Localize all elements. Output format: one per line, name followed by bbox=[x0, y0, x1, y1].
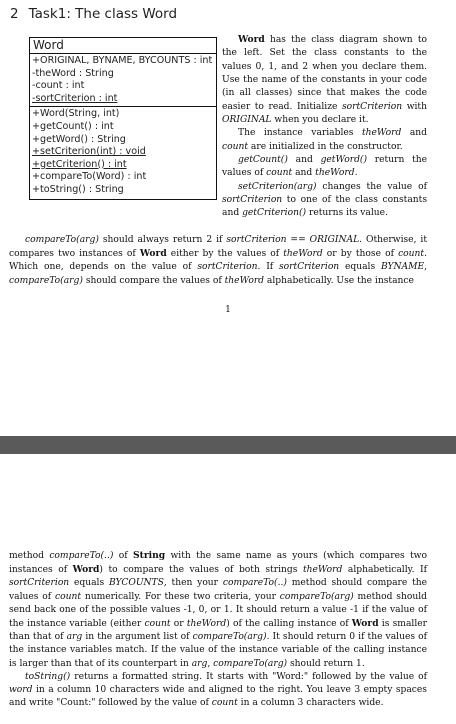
uml-operation: +getCount() : int bbox=[32, 120, 114, 132]
class-description bbox=[222, 33, 427, 221]
uml-operation: +toString() : String bbox=[32, 183, 124, 195]
uml-attribute: -sortCriterion : int bbox=[32, 92, 118, 104]
page-number: 1 bbox=[225, 305, 231, 315]
paragraph-compareto-continued: method compareTo(..) of String with the same name as yours (which compares two instances of Word) to compare the values of both strings theWord alphabetically. If sortCriterion equals BYCOUNTS, then your compareTo(..) method should compare the values of count numerically. For these two criteria, your compareTo(arg) method should send back one of the possible values -1, 0, or 1. It should return a value -1 if the value of the instance variable (either count or theWord) of the calling instance of Word is smaller than that of arg in the argument list of compareTo(arg). It should return 0 if the values of the instance variables match. If the value of the instance variable of the calling instance is larger than that of its counterpart in arg, compareTo(arg) should return 1. toString() returns a formatted string. It starts with "Word:" followed by the value of word in a column 10 characters wide and aligned to the right. You leave 3 empty spaces and write "Count:" followed by the value of count in a column 3 characters wide. bbox=[9, 549, 427, 710]
uml-operation: +Word(String, int) bbox=[32, 108, 120, 120]
uml-operation: +compareTo(Word) : int bbox=[32, 171, 147, 183]
paragraph-constants: Word has the class diagram shown to the left. Set the class constants to the values 0, 1, and 2 when you declare them. Use the name of the constants in your code (in all classes) since that makes the code easier to read. Initialize sortCriterion with ORIGINAL when you declare it. bbox=[222, 34, 427, 126]
uml-operation: +setCriterion(int) : void bbox=[32, 146, 146, 158]
uml-operations bbox=[30, 107, 216, 198]
uml-attributes bbox=[30, 54, 216, 107]
uml-attribute: -count : int bbox=[32, 80, 85, 92]
uml-class-diagram bbox=[29, 37, 217, 200]
section-heading bbox=[10, 6, 177, 22]
paragraph-compareto: compareTo(arg) should always return 2 if sortCriterion == ORIGINAL. Otherwise, it compares two instances of Word either by the values of theWord or by those of count. Which one, depends on the value of sortCriterion. If sortCriterion equals BYNAME, compareTo(arg) should compare the values of theWord alphabetically. Use the instance bbox=[9, 235, 428, 286]
page-separator bbox=[0, 436, 456, 454]
uml-operation: +getCriterion() : int bbox=[32, 158, 127, 170]
uml-class-name: Word bbox=[30, 38, 216, 54]
page-2 bbox=[0, 454, 456, 724]
uml-operation: +getWord() : String bbox=[32, 133, 126, 145]
uml-attribute: +ORIGINAL, BYNAME, BYCOUNTS : int bbox=[32, 55, 213, 66]
section-number: 2 bbox=[10, 6, 19, 22]
uml-attribute: -theWord : String bbox=[32, 67, 114, 79]
section-title: Task1: The class Word bbox=[28, 6, 178, 22]
paragraph-setter: setCriterion(arg) changes the value of sortCriterion to one of the class constants and getCriterion() returns its value. bbox=[222, 181, 427, 219]
paragraph-instance-vars: The instance variables theWord and count are initialized in the constructor. bbox=[222, 128, 428, 152]
paragraph-getters: getCount() and getWord() return the values of count and theWord. bbox=[222, 155, 427, 179]
paragraph-tostring: toString() returns a formatted string. It starts with "Word:" followed by the value of word in a column 10 characters wide and aligned to the right. You leave 3 empty spaces and write "Count:" followed by the value of count in a column 3 characters wide. bbox=[9, 671, 427, 709]
